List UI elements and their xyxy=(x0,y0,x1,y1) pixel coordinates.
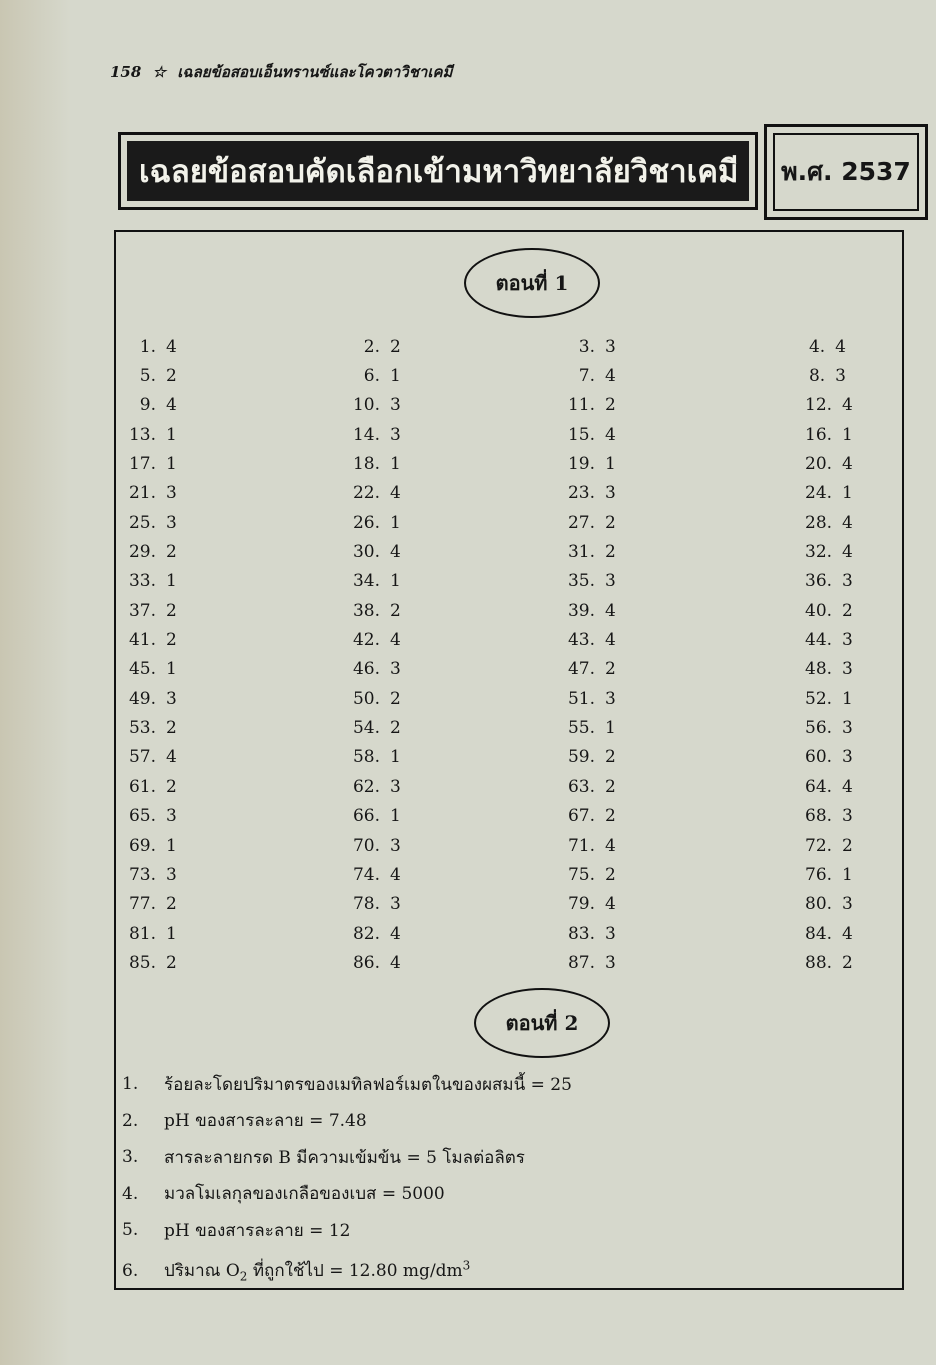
answer-item xyxy=(781,684,853,713)
question-number: 77. xyxy=(128,894,156,915)
question-number: 47. xyxy=(567,659,595,680)
answer-item xyxy=(126,713,348,742)
question-number: 22. xyxy=(352,483,380,504)
answer-choice: 1 xyxy=(842,424,853,445)
answer-choice: 1 xyxy=(166,835,177,856)
answer-item xyxy=(126,743,348,772)
question-number: 79. xyxy=(567,894,595,915)
answer-item xyxy=(563,537,781,566)
part2-item xyxy=(122,1212,822,1249)
question-number: 25. xyxy=(128,512,156,533)
answer-item xyxy=(126,919,348,948)
answer-item xyxy=(348,948,563,977)
answer-choice: 2 xyxy=(166,366,177,387)
answer-item xyxy=(348,596,563,625)
answer-choice: 2 xyxy=(166,776,177,797)
answer-choice: 1 xyxy=(390,454,401,475)
question-number: 27. xyxy=(567,512,595,533)
answer-item xyxy=(126,684,348,713)
part1-heading: ตอนที่ 1 xyxy=(464,248,600,318)
answer-choice: 4 xyxy=(605,835,616,856)
answer-item xyxy=(781,802,853,831)
answer-item xyxy=(348,625,563,654)
question-number: 60. xyxy=(805,747,833,768)
answer-choice: 3 xyxy=(390,894,401,915)
answer-item xyxy=(563,420,781,449)
answer-item xyxy=(563,332,781,361)
star-icon: ☆ xyxy=(152,63,166,81)
part2-item xyxy=(122,1066,822,1103)
answer-item xyxy=(563,449,781,478)
question-number: 71. xyxy=(567,835,595,856)
answer-choice: 1 xyxy=(605,454,616,475)
question-number: 34. xyxy=(352,571,380,592)
answer-item xyxy=(781,420,853,449)
answer-choice: 2 xyxy=(166,630,177,651)
answer-choice: 3 xyxy=(842,806,853,827)
item-text: ร้อยละโดยปริมาตรของเมทิลฟอร์เมตในของผสมนี้ = 25 xyxy=(164,1074,572,1095)
item-text: สารละลายกรด B มีความเข้มข้น = 5 โมลต่อลิตร xyxy=(164,1147,525,1168)
question-number: 72. xyxy=(805,835,833,856)
question-number: 7. xyxy=(578,366,595,387)
answer-item xyxy=(126,537,348,566)
superscript: 3 xyxy=(462,1258,471,1273)
question-number: 16. xyxy=(805,424,833,445)
question-number: 35. xyxy=(567,571,595,592)
question-number: 74. xyxy=(352,864,380,885)
question-number: 50. xyxy=(352,688,380,709)
answer-item xyxy=(563,713,781,742)
answer-item xyxy=(781,332,846,361)
answer-choice: 3 xyxy=(605,571,616,592)
answer-choice: 2 xyxy=(166,718,177,739)
answer-item xyxy=(126,831,348,860)
answer-choice: 3 xyxy=(605,688,616,709)
answer-item xyxy=(781,567,853,596)
answer-item xyxy=(348,743,563,772)
question-number: 45. xyxy=(128,659,156,680)
answer-choice: 1 xyxy=(390,512,401,533)
question-number: 15. xyxy=(567,424,595,445)
item-number: 2. xyxy=(122,1110,139,1131)
part2-list xyxy=(122,1066,822,1293)
answer-item xyxy=(126,596,348,625)
answer-item xyxy=(348,420,563,449)
answer-item xyxy=(781,831,853,860)
answer-choice: 1 xyxy=(166,659,177,680)
question-number: 54. xyxy=(352,718,380,739)
answer-item xyxy=(126,332,348,361)
answer-choice: 3 xyxy=(390,395,401,416)
answer-choice: 2 xyxy=(605,512,616,533)
question-number: 32. xyxy=(805,542,833,563)
answer-item xyxy=(348,713,563,742)
answer-item xyxy=(563,361,781,390)
page-number: 158 xyxy=(110,63,142,81)
answer-item xyxy=(563,391,781,420)
question-number: 2. xyxy=(363,336,380,357)
question-number: 10. xyxy=(352,395,380,416)
question-number: 9. xyxy=(139,395,156,416)
answer-item xyxy=(348,449,563,478)
question-number: 67. xyxy=(567,806,595,827)
answer-choice: 4 xyxy=(842,542,853,563)
answer-choice: 2 xyxy=(166,542,177,563)
answer-item xyxy=(563,479,781,508)
answer-choice: 4 xyxy=(390,923,401,944)
question-number: 80. xyxy=(805,894,833,915)
answer-choice: 4 xyxy=(605,894,616,915)
answer-item xyxy=(563,919,781,948)
answer-item xyxy=(563,890,781,919)
question-number: 41. xyxy=(128,630,156,651)
question-number: 13. xyxy=(128,424,156,445)
answer-choice: 3 xyxy=(842,630,853,651)
question-number: 58. xyxy=(352,747,380,768)
question-number: 11. xyxy=(567,395,595,416)
answer-item xyxy=(126,479,348,508)
question-number: 56. xyxy=(805,718,833,739)
answer-choice: 2 xyxy=(842,600,853,621)
question-number: 26. xyxy=(352,512,380,533)
answer-choice: 2 xyxy=(390,600,401,621)
question-number: 14. xyxy=(352,424,380,445)
question-number: 52. xyxy=(805,688,833,709)
answer-choice: 2 xyxy=(605,806,616,827)
answer-choice: 1 xyxy=(390,366,401,387)
answer-choice: 4 xyxy=(390,483,401,504)
answer-choice: 1 xyxy=(166,454,177,475)
answer-choice: 4 xyxy=(835,336,846,357)
answer-choice: 3 xyxy=(166,483,177,504)
question-number: 88. xyxy=(805,952,833,973)
answer-choice: 4 xyxy=(390,864,401,885)
answer-choice: 2 xyxy=(390,688,401,709)
answer-item xyxy=(781,479,853,508)
question-number: 83. xyxy=(567,923,595,944)
question-number: 18. xyxy=(352,454,380,475)
answer-item xyxy=(348,860,563,889)
item-text: pH ของสารละลาย = 7.48 xyxy=(164,1111,367,1132)
answer-item xyxy=(348,684,563,713)
item-text xyxy=(164,1257,470,1284)
answer-choice: 1 xyxy=(842,864,853,885)
part2-item xyxy=(122,1176,822,1213)
answer-item xyxy=(781,713,853,742)
answer-item xyxy=(126,361,348,390)
question-number: 70. xyxy=(352,835,380,856)
question-number: 33. xyxy=(128,571,156,592)
item-text: pH ของสารละลาย = 12 xyxy=(164,1220,351,1241)
answer-item xyxy=(563,684,781,713)
question-number: 63. xyxy=(567,776,595,797)
answer-item xyxy=(563,772,781,801)
part2-item xyxy=(122,1103,822,1140)
answer-choice: 3 xyxy=(605,952,616,973)
answer-item xyxy=(348,537,563,566)
question-number: 64. xyxy=(805,776,833,797)
answer-choice: 1 xyxy=(390,747,401,768)
question-number: 29. xyxy=(128,542,156,563)
answer-choice: 4 xyxy=(605,366,616,387)
answer-item xyxy=(781,919,853,948)
answer-choice: 4 xyxy=(166,336,177,357)
answer-choice: 3 xyxy=(390,424,401,445)
answer-choice: 2 xyxy=(166,952,177,973)
question-number: 38. xyxy=(352,600,380,621)
question-number: 5. xyxy=(139,366,156,387)
question-number: 81. xyxy=(128,923,156,944)
answer-choice: 4 xyxy=(605,600,616,621)
answer-choice: 4 xyxy=(842,395,853,416)
answer-item xyxy=(781,860,853,889)
answer-choice: 2 xyxy=(605,659,616,680)
answer-item xyxy=(781,948,853,977)
answer-choice: 3 xyxy=(605,923,616,944)
answer-item xyxy=(126,625,348,654)
answer-choice: 2 xyxy=(166,894,177,915)
answer-item xyxy=(348,508,563,537)
answer-item xyxy=(348,391,563,420)
answer-choice: 2 xyxy=(605,747,616,768)
answer-item xyxy=(348,332,563,361)
answer-item xyxy=(126,948,348,977)
answer-choice: 2 xyxy=(605,542,616,563)
question-number: 53. xyxy=(128,718,156,739)
answer-choice: 3 xyxy=(842,747,853,768)
answer-choice: 3 xyxy=(390,835,401,856)
book-title: เฉลยข้อสอบเอ็นทรานซ์และโควตาวิชาเคมี xyxy=(177,63,453,81)
answer-choice: 1 xyxy=(842,688,853,709)
question-number: 78. xyxy=(352,894,380,915)
answer-item xyxy=(126,508,348,537)
answer-choice: 4 xyxy=(390,952,401,973)
answer-choice: 1 xyxy=(842,483,853,504)
question-number: 84. xyxy=(805,923,833,944)
question-number: 4. xyxy=(808,336,826,357)
answer-choice: 4 xyxy=(842,923,853,944)
answer-item xyxy=(781,508,853,537)
question-number: 44. xyxy=(805,630,833,651)
question-number: 39. xyxy=(567,600,595,621)
question-number: 85. xyxy=(128,952,156,973)
question-number: 75. xyxy=(567,864,595,885)
answer-item xyxy=(348,361,563,390)
answer-choice: 3 xyxy=(842,718,853,739)
answer-item xyxy=(126,860,348,889)
answer-item xyxy=(563,625,781,654)
question-number: 62. xyxy=(352,776,380,797)
question-number: 82. xyxy=(352,923,380,944)
answer-choice: 3 xyxy=(835,366,846,387)
question-number: 61. xyxy=(128,776,156,797)
question-number: 73. xyxy=(128,864,156,885)
question-number: 19. xyxy=(567,454,595,475)
part2-item xyxy=(122,1249,822,1293)
answer-item xyxy=(781,596,853,625)
question-number: 17. xyxy=(128,454,156,475)
answer-choice: 4 xyxy=(842,776,853,797)
answer-item xyxy=(563,655,781,684)
question-number: 20. xyxy=(805,454,833,475)
answer-item xyxy=(781,655,853,684)
answer-item xyxy=(781,772,853,801)
answer-choice: 3 xyxy=(605,483,616,504)
question-number: 28. xyxy=(805,512,833,533)
answer-choice: 3 xyxy=(390,776,401,797)
answer-item xyxy=(563,802,781,831)
question-number: 3. xyxy=(578,336,595,357)
answer-choice: 2 xyxy=(842,835,853,856)
year-box xyxy=(764,124,928,220)
page-edge xyxy=(0,0,70,1365)
answer-choice: 4 xyxy=(390,542,401,563)
question-number: 76. xyxy=(805,864,833,885)
question-number: 1. xyxy=(139,336,156,357)
question-number: 36. xyxy=(805,571,833,592)
answer-item xyxy=(563,596,781,625)
question-number: 69. xyxy=(128,835,156,856)
item-number: 6. xyxy=(122,1260,139,1281)
answer-choice: 4 xyxy=(166,747,177,768)
answer-item xyxy=(126,420,348,449)
answer-item xyxy=(348,772,563,801)
answer-item xyxy=(348,655,563,684)
question-number: 55. xyxy=(567,718,595,739)
answer-item xyxy=(563,831,781,860)
answer-choice: 1 xyxy=(605,718,616,739)
item-text-prefix: ปริมาณ O xyxy=(164,1261,240,1281)
answer-choice: 2 xyxy=(605,395,616,416)
question-number: 87. xyxy=(567,952,595,973)
answer-item xyxy=(126,890,348,919)
answer-choice: 4 xyxy=(390,630,401,651)
item-text-middle: ที่ถูกใช้ไป = 12.80 mg/dm xyxy=(247,1261,463,1281)
answer-item xyxy=(563,860,781,889)
answer-choice: 3 xyxy=(166,806,177,827)
question-number: 24. xyxy=(805,483,833,504)
question-number: 46. xyxy=(352,659,380,680)
answer-item xyxy=(781,890,853,919)
answer-choice: 4 xyxy=(166,395,177,416)
question-number: 37. xyxy=(128,600,156,621)
item-text: มวลโมเลกุลของเกลือของเบส = 5000 xyxy=(164,1184,445,1205)
answer-choice: 3 xyxy=(842,571,853,592)
answer-choice: 1 xyxy=(390,806,401,827)
answer-item xyxy=(126,655,348,684)
answer-choice: 4 xyxy=(605,630,616,651)
answer-choice: 2 xyxy=(390,718,401,739)
answer-choice: 3 xyxy=(166,864,177,885)
question-number: 6. xyxy=(363,366,380,387)
item-number: 1. xyxy=(122,1074,139,1095)
answer-choice: 4 xyxy=(842,454,853,475)
question-number: 68. xyxy=(805,806,833,827)
question-number: 66. xyxy=(352,806,380,827)
question-number: 86. xyxy=(352,952,380,973)
answer-item xyxy=(348,567,563,596)
question-number: 65. xyxy=(128,806,156,827)
item-number: 3. xyxy=(122,1147,139,1168)
question-number: 42. xyxy=(352,630,380,651)
item-number: 5. xyxy=(122,1220,139,1241)
answer-choice: 3 xyxy=(390,659,401,680)
question-number: 43. xyxy=(567,630,595,651)
answer-choice: 1 xyxy=(166,923,177,944)
question-number: 49. xyxy=(128,688,156,709)
question-number: 51. xyxy=(567,688,595,709)
answer-choice: 3 xyxy=(166,688,177,709)
answer-choice: 3 xyxy=(605,336,616,357)
answer-choice: 4 xyxy=(605,424,616,445)
item-number: 4. xyxy=(122,1183,139,1204)
answer-item xyxy=(563,567,781,596)
answer-item xyxy=(126,772,348,801)
answer-item xyxy=(126,567,348,596)
answer-choice: 3 xyxy=(842,659,853,680)
part2-item xyxy=(122,1139,822,1176)
question-number: 8. xyxy=(808,366,826,387)
answer-choice: 2 xyxy=(605,776,616,797)
answer-item xyxy=(348,802,563,831)
answer-choice: 1 xyxy=(390,571,401,592)
question-number: 12. xyxy=(805,395,833,416)
answer-item xyxy=(563,948,781,977)
answer-choice: 2 xyxy=(842,952,853,973)
title-box xyxy=(118,132,758,210)
answer-item xyxy=(126,802,348,831)
part2-heading: ตอนที่ 2 xyxy=(474,988,610,1058)
answer-item xyxy=(781,361,846,390)
answer-item xyxy=(781,537,853,566)
answer-item xyxy=(126,391,348,420)
year-label: พ.ศ. 2537 xyxy=(773,133,919,211)
question-number: 57. xyxy=(128,747,156,768)
answer-item xyxy=(781,391,853,420)
answer-item xyxy=(563,743,781,772)
answer-item xyxy=(348,831,563,860)
answer-choice: 2 xyxy=(605,864,616,885)
answer-choice: 3 xyxy=(166,512,177,533)
answer-choice: 2 xyxy=(166,600,177,621)
answer-choice: 2 xyxy=(390,336,401,357)
question-number: 48. xyxy=(805,659,833,680)
answer-item xyxy=(563,508,781,537)
part1-answer-grid xyxy=(126,332,853,978)
running-head xyxy=(110,60,452,84)
answer-item xyxy=(348,890,563,919)
question-number: 30. xyxy=(352,542,380,563)
page-title: เฉลยข้อสอบคัดเลือกเข้ามหาวิทยาลัยวิชาเคมี xyxy=(127,141,749,201)
answer-item xyxy=(348,919,563,948)
answer-choice: 4 xyxy=(842,512,853,533)
answer-choice: 1 xyxy=(166,424,177,445)
answer-item xyxy=(781,449,853,478)
subscript: 2 xyxy=(239,1269,248,1284)
answer-item xyxy=(126,449,348,478)
answer-item xyxy=(781,625,853,654)
question-number: 23. xyxy=(567,483,595,504)
question-number: 31. xyxy=(567,542,595,563)
answer-choice: 1 xyxy=(166,571,177,592)
question-number: 59. xyxy=(567,747,595,768)
question-number: 40. xyxy=(805,600,833,621)
answer-item xyxy=(348,479,563,508)
answer-item xyxy=(781,743,853,772)
answer-choice: 3 xyxy=(842,894,853,915)
question-number: 21. xyxy=(128,483,156,504)
